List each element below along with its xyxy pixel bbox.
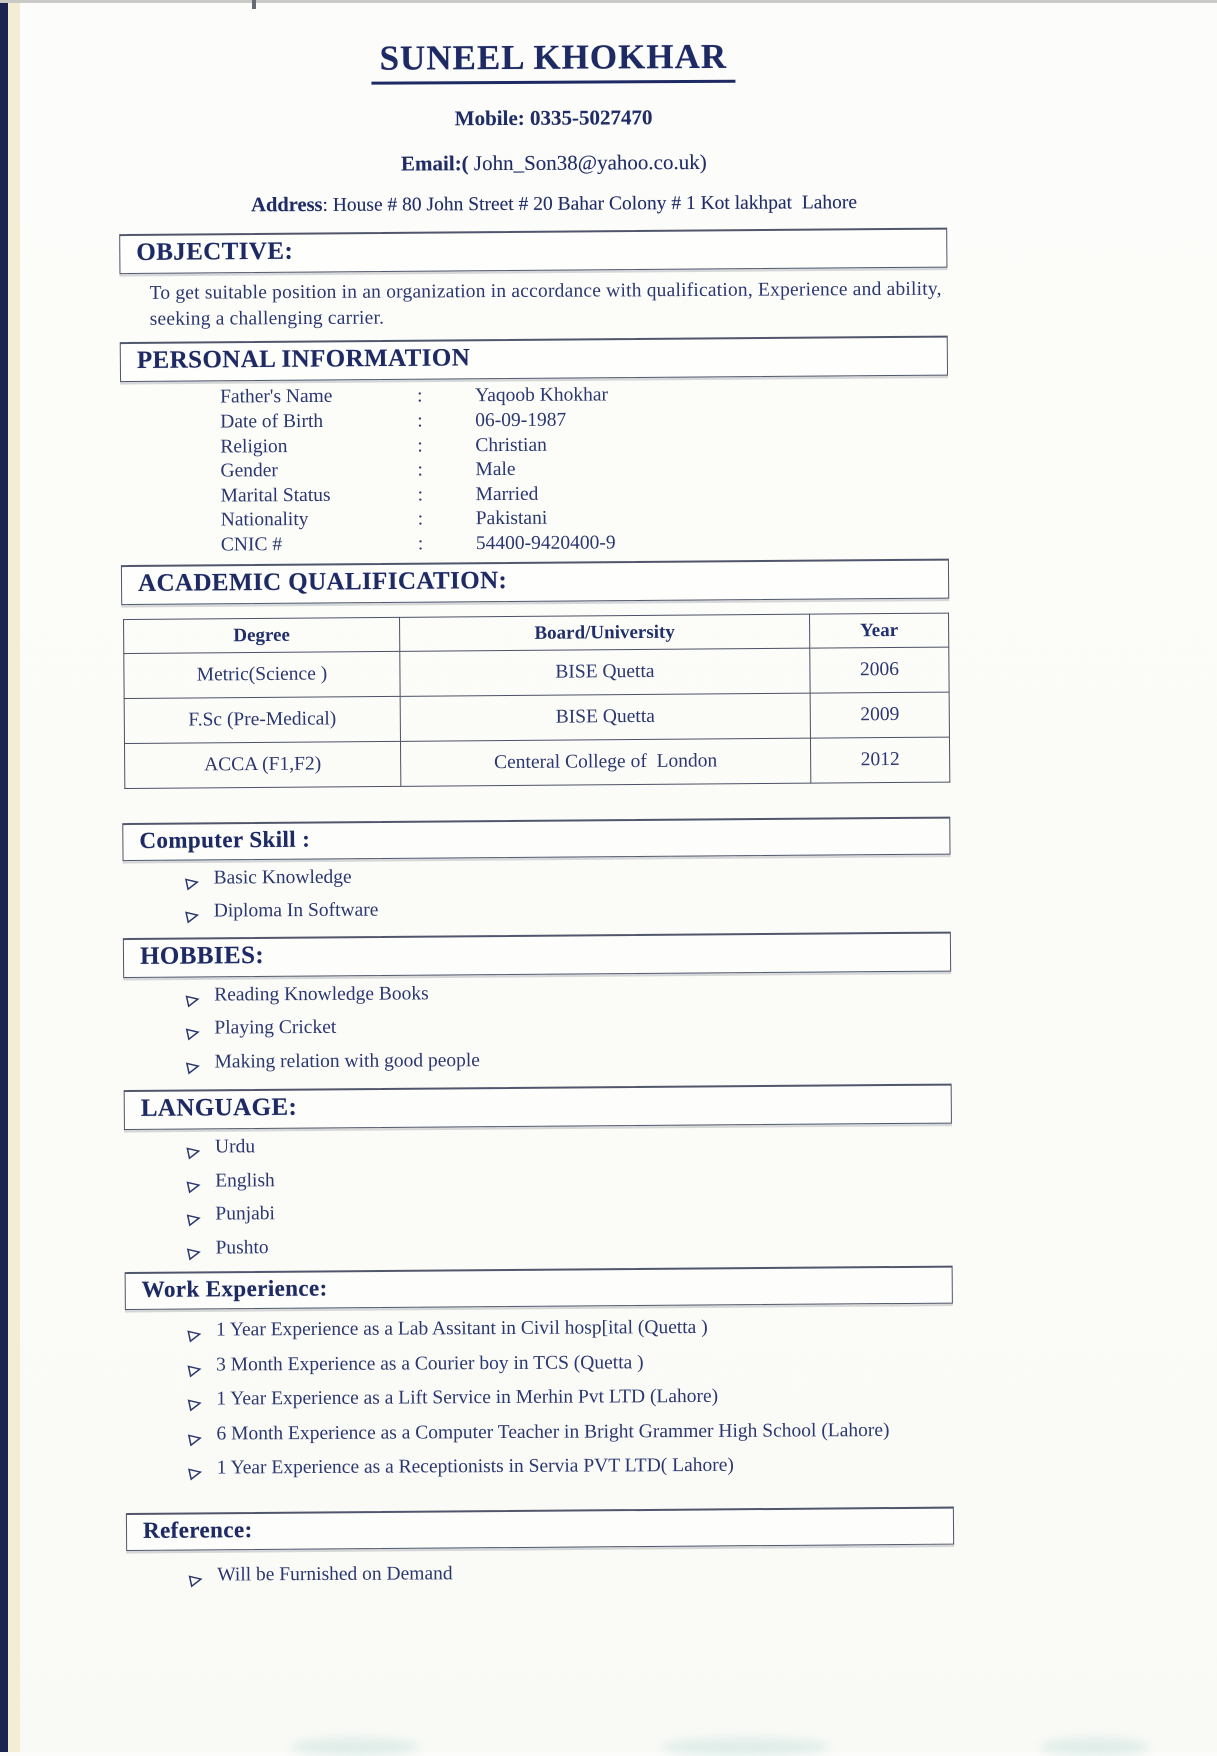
- info-label: Religion: [220, 435, 288, 458]
- list-item-text: 1 Year Experience as a Receptionists in Servia PVT LTD( Lahore): [216, 1454, 734, 1479]
- list-item-text: Urdu: [214, 1136, 256, 1158]
- list-item: [124, 1198, 994, 1234]
- arrow-bullet-icon: [185, 1173, 204, 1201]
- arrow-bullet-icon: [185, 1240, 204, 1268]
- info-value: Yaqoob Khokhar: [475, 384, 609, 407]
- info-colon: :: [417, 459, 423, 481]
- personal-info-list: [120, 382, 991, 559]
- list-item-text: Pushto: [215, 1236, 269, 1259]
- language-section: [124, 1085, 995, 1268]
- info-value: 54400-9420400-9: [475, 532, 616, 555]
- computer-skill-title: Computer Skill :: [139, 826, 311, 853]
- email-label: Email:(: [400, 151, 469, 176]
- info-label: Nationality: [220, 509, 309, 531]
- personal-info-header-box: [120, 336, 948, 383]
- list-item: [124, 1131, 994, 1167]
- hobbies-header-box: [123, 931, 951, 978]
- arrow-bullet-icon: [184, 1140, 203, 1168]
- hobbies-list: [123, 978, 994, 1081]
- reference-section: [126, 1507, 996, 1594]
- candidate-name: SUNEEL KHOKHAR: [371, 37, 735, 85]
- arrow-bullet-icon: [184, 1021, 203, 1049]
- academic-qualification-section: [121, 559, 992, 788]
- info-value: Pakistani: [475, 508, 548, 530]
- list-item: [126, 1452, 996, 1488]
- computer-skill-header-box: [122, 816, 950, 861]
- info-value: 06-09-1987: [475, 409, 567, 432]
- info-label: Date of Birth: [220, 410, 324, 433]
- hobbies-title: HOBBIES:: [139, 941, 265, 970]
- board-cell: BISE Quetta: [400, 648, 810, 696]
- list-item: [123, 895, 993, 931]
- address-label: Address: [251, 193, 323, 217]
- arrow-bullet-icon: [184, 1054, 203, 1082]
- arrow-bullet-icon: [186, 1392, 205, 1420]
- resume-page: [118, 0, 996, 1596]
- info-colon: :: [417, 533, 424, 555]
- list-item-text: Playing Cricket: [214, 1016, 337, 1039]
- info-value: Married: [475, 483, 539, 505]
- address-line: [119, 190, 989, 218]
- scan-smudge: [660, 1738, 830, 1756]
- arrow-bullet-icon: [186, 1357, 205, 1385]
- table-header-year: Year: [810, 613, 949, 648]
- table-row: [124, 737, 949, 788]
- info-label: Gender: [220, 460, 278, 482]
- objective-section: [119, 228, 990, 332]
- reference-header-box: [126, 1506, 954, 1551]
- personal-info-section: [120, 337, 991, 559]
- list-item-text: English: [215, 1169, 275, 1192]
- work-experience-title: Work Experience:: [141, 1275, 328, 1303]
- personal-info-title: PERSONAL INFORMATION: [136, 344, 471, 375]
- list-item-text: Will be Furnished on Demand: [217, 1562, 453, 1586]
- info-colon: :: [417, 508, 424, 530]
- info-value: Christian: [475, 434, 547, 456]
- academic-header-box: [121, 558, 949, 605]
- personal-info-row: [121, 529, 991, 558]
- language-header-box: [124, 1084, 952, 1131]
- list-item: [123, 861, 993, 897]
- info-label: Father's Name: [220, 386, 333, 408]
- list-item: [123, 1012, 993, 1048]
- list-item-text: 1 Year Experience as a Lab Assitant in Civil hosp[ital (Quetta ): [215, 1317, 708, 1341]
- objective-header-box: [119, 228, 947, 275]
- info-colon: :: [417, 484, 424, 506]
- arrow-bullet-icon: [186, 1426, 205, 1454]
- table-header-degree: Degree: [124, 617, 400, 653]
- list-item: [123, 1045, 993, 1081]
- list-item: [125, 1348, 995, 1384]
- list-item-text: Diploma In Software: [213, 899, 379, 922]
- resume-header: [118, 0, 989, 218]
- list-item: [124, 1164, 994, 1200]
- objective-title: OBJECTIVE:: [136, 237, 294, 266]
- computer-skill-list: [123, 861, 993, 931]
- list-item-text: Making relation with good people: [214, 1049, 480, 1073]
- year-cell: 2009: [810, 692, 949, 738]
- table-row: [124, 647, 949, 698]
- computer-skill-section: [122, 817, 993, 931]
- hobbies-section: [123, 932, 994, 1081]
- email-value: John_Son38@yahoo.co.uk): [468, 149, 707, 176]
- list-item-text: 3 Month Experience as a Courier boy in TCS (Quetta ): [216, 1351, 644, 1376]
- scan-smudge: [290, 1738, 420, 1756]
- arrow-bullet-icon: [183, 870, 202, 898]
- info-colon: :: [417, 435, 423, 457]
- language-list: [124, 1131, 995, 1268]
- degree-cell: F.Sc (Pre-Medical): [124, 696, 400, 743]
- arrow-bullet-icon: [185, 1323, 204, 1351]
- academic-table: [123, 612, 950, 788]
- info-colon: :: [417, 410, 423, 432]
- list-item: [124, 1231, 994, 1267]
- table-header-board: Board/University: [400, 614, 810, 651]
- list-item-text: 6 Month Experience as a Computer Teacher in Bright Grammer High School (Lahore): [216, 1419, 890, 1445]
- address-value: : House # 80 John Street # 20 Bahar Colony # 1 Kot lakhpat Lahore: [322, 192, 858, 216]
- reference-title: Reference:: [142, 1516, 253, 1543]
- academic-title: ACADEMIC QUALIFICATION:: [137, 566, 508, 597]
- year-cell: 2006: [810, 647, 949, 693]
- scan-edge-cream-strip: [8, 0, 20, 1752]
- list-item: [126, 1558, 996, 1594]
- board-cell: Centeral College of London: [400, 738, 810, 786]
- list-item-text: Punjabi: [215, 1203, 276, 1225]
- list-item-text: Reading Knowledge Books: [214, 983, 429, 1006]
- info-value: Male: [475, 459, 516, 481]
- table-row: [124, 692, 949, 743]
- list-item: [125, 1383, 995, 1419]
- arrow-bullet-icon: [185, 1207, 204, 1235]
- degree-cell: ACCA (F1,F2): [124, 741, 400, 788]
- list-item: [123, 978, 993, 1014]
- language-title: LANGUAGE:: [140, 1093, 298, 1123]
- info-label: Marital Status: [220, 484, 331, 507]
- work-experience-section: [125, 1267, 996, 1488]
- mobile-line: Mobile: 0335-5027470: [454, 105, 653, 131]
- info-colon: :: [417, 385, 423, 407]
- list-item: [125, 1314, 995, 1350]
- scan-edge-left-bar: [0, 0, 8, 1752]
- scan-smudge: [1040, 1738, 1150, 1756]
- arrow-bullet-icon: [183, 904, 202, 932]
- list-item-text: 1 Year Experience as a Lift Service in Merhin Pvt LTD (Lahore): [216, 1386, 719, 1410]
- board-cell: BISE Quetta: [400, 693, 810, 741]
- arrow-bullet-icon: [184, 987, 203, 1015]
- email-line: [119, 148, 989, 178]
- objective-text: To get suitable position in an organization in accordance with qualification, Experience and ability, seeking a challenging carrier.: [149, 278, 942, 330]
- info-label: CNIC #: [220, 534, 283, 556]
- work-experience-header-box: [125, 1266, 953, 1311]
- arrow-bullet-icon: [186, 1461, 205, 1489]
- work-experience-list: [125, 1314, 996, 1488]
- reference-list: [126, 1558, 996, 1594]
- list-item-text: Basic Knowledge: [213, 866, 352, 889]
- list-item: [125, 1417, 995, 1453]
- year-cell: 2012: [810, 737, 949, 783]
- arrow-bullet-icon: [187, 1567, 206, 1595]
- degree-cell: Metric(Science ): [124, 651, 400, 698]
